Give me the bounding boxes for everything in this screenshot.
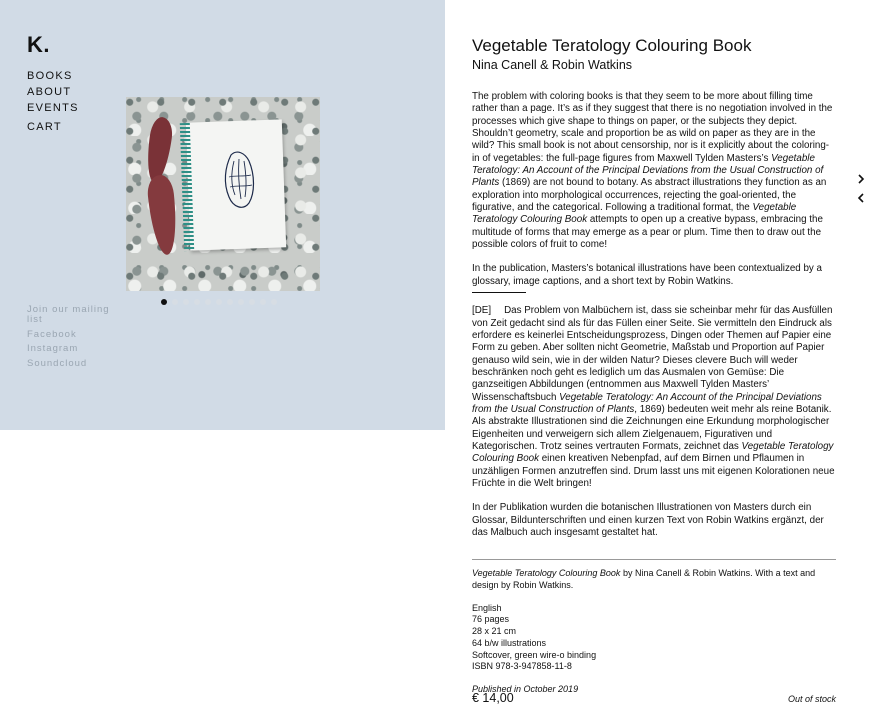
book-detail xyxy=(472,36,836,696)
main-nav xyxy=(27,68,79,135)
sweet-potato-shape xyxy=(146,174,180,256)
carousel-dot[interactable] xyxy=(205,299,211,305)
facebook-link[interactable]: Facebook xyxy=(27,328,77,340)
spec-language: English xyxy=(472,602,502,613)
sweet-potato-shape xyxy=(144,116,175,184)
nav-item-about[interactable]: ABOUT xyxy=(27,86,72,98)
site-logo[interactable]: K. xyxy=(27,32,50,57)
carousel-dot[interactable] xyxy=(161,299,167,305)
spec-illustrations: 64 b/w illustrations xyxy=(472,637,547,648)
carousel-dot[interactable] xyxy=(216,299,222,305)
spec-isbn: ISBN 978-3-947858-11-8 xyxy=(472,661,572,672)
carousel-dot[interactable] xyxy=(271,299,277,305)
chevron-left-icon[interactable] xyxy=(855,192,867,204)
soundcloud-link[interactable]: Soundcloud xyxy=(27,357,88,369)
carousel-dot[interactable] xyxy=(227,299,233,305)
carousel-dots xyxy=(161,299,282,305)
price-row xyxy=(472,691,836,707)
book-title: Vegetable Teratology Colouring Book xyxy=(472,36,752,55)
carousel-dot[interactable] xyxy=(260,299,266,305)
mailing-list-link[interactable]: Join our mailing list xyxy=(27,304,110,325)
description-de-2: In der Publikation wurden die botanischen Illustrationen von Masters durch ein Glossar, Bildunterschriften und einen kurzen Text von Robin Watkins ergänzt, der das Malbuch auch insgesamt gestaltet hat. xyxy=(472,502,824,538)
nav-item-books[interactable]: BOOKS xyxy=(27,70,73,82)
divider xyxy=(472,292,526,293)
description-en-2: In the publication, Masters’s botanical illustrations have been contextualized by a glossary, image captions, and a short text by Robin Watkins. xyxy=(472,263,822,287)
description-en: The problem with coloring books is that they seem to be more about filling time rather than a page. It’s as if they suggest that there is no negotiation involved in the processes which give shape to things on paper, or the subjects they depict. Shouldn’t geometry, scale and proportion be as wild on paper as they are in the wild? This small book is not about censorship, nor is it explicitly about the coloring-in of vegetables: the full-page figures from Maxwell Tylden Masters’s Vegetable Teratology: An Account of the Principal Deviations from the Usual Construction of Plants (1869) are not bound to botany. As abstract illustrations they function as an exploration into morphological occurrences, rejecting the goal-oriented, the figurative, and the categorical. Following a traditional format, the Vegetable Teratology Colouring Book attempts to open up a creative bypass, embracing the multitude of forms that may emerge as a pear or plum. Time then to draw out the possible colors of fruit to come! xyxy=(472,91,833,251)
spec-size: 28 x 21 cm xyxy=(472,626,517,637)
nav-item-cart[interactable]: CART xyxy=(27,121,62,133)
book-photo[interactable] xyxy=(126,97,320,291)
divider xyxy=(472,559,836,560)
language-label: [DE] xyxy=(472,305,492,317)
book-authors: Nina Canell & Robin Watkins xyxy=(472,58,633,72)
credit-line: Vegetable Teratology Colouring Book by Nina Canell & Robin Watkins. With a text and design by Robin Watkins. xyxy=(472,568,816,591)
specs-list xyxy=(472,603,836,673)
carousel-dot[interactable] xyxy=(249,299,255,305)
carousel-dot[interactable] xyxy=(194,299,200,305)
price: € 14,00 xyxy=(472,691,514,705)
spec-pages: 76 pages xyxy=(472,614,510,625)
illustration-sketch-icon xyxy=(219,147,259,217)
nav-item-events[interactable]: EVENTS xyxy=(27,102,79,114)
stock-status: Out of stock xyxy=(787,694,836,704)
left-panel xyxy=(0,0,445,430)
publication-date: Published in October 2019 xyxy=(472,683,579,694)
social-links xyxy=(27,305,117,373)
description-de: [DE] Das Problem von Malbüchern ist, dass sie scheinbar mehr für das Ausfüllen von Zeit gedacht sind als für das Füllen einer Seite. Sie vermitteln den Eindruck als erfordere es keinerlei Entscheidungsprozess, Dingen oder Themen auf Papier eine Form zu geben. Aber sollten nicht Geometrie, Maßstab und Proportion auf Papier genauso wild sein, wie in der wilden Natur? Dieses clevere Buch will weder beschränken noch geht es lediglich um das Ausmalen von Gemüse: Die ganzseitigen Abbildungen (entnommen aus Maxwell Tylden Masters’ Wissenschaftsbuch Vegetable Teratology: An Account of the Principal Deviations from the Usual Construction of Plants, 1869) bedeuten weit mehr als reine Botanik. Als abstrakte Illustrationen sind die Zeichnungen eine Erkundung morphologischer Eigenheiten und verweigern sich allem Zielgenauem, Figurativen und Kategorischen. Trotz seines vertrauten Formats, zeichnet das Vegetable Teratology Colouring Book einen kreativen Nebenpfad, auf dem Birnen und Pflaumen in unzähligen Formen anzutreffen sind. Drum lasst uns mit eigenen Kolorationen neue Früchte in die Welt bringen! xyxy=(472,305,835,489)
carousel-dot[interactable] xyxy=(172,299,178,305)
carousel-dot[interactable] xyxy=(238,299,244,305)
instagram-link[interactable]: Instagram xyxy=(27,343,79,354)
chevron-right-icon[interactable] xyxy=(855,173,867,185)
carousel-dot[interactable] xyxy=(183,299,189,305)
spec-binding: Softcover, green wire-o binding xyxy=(472,649,597,660)
